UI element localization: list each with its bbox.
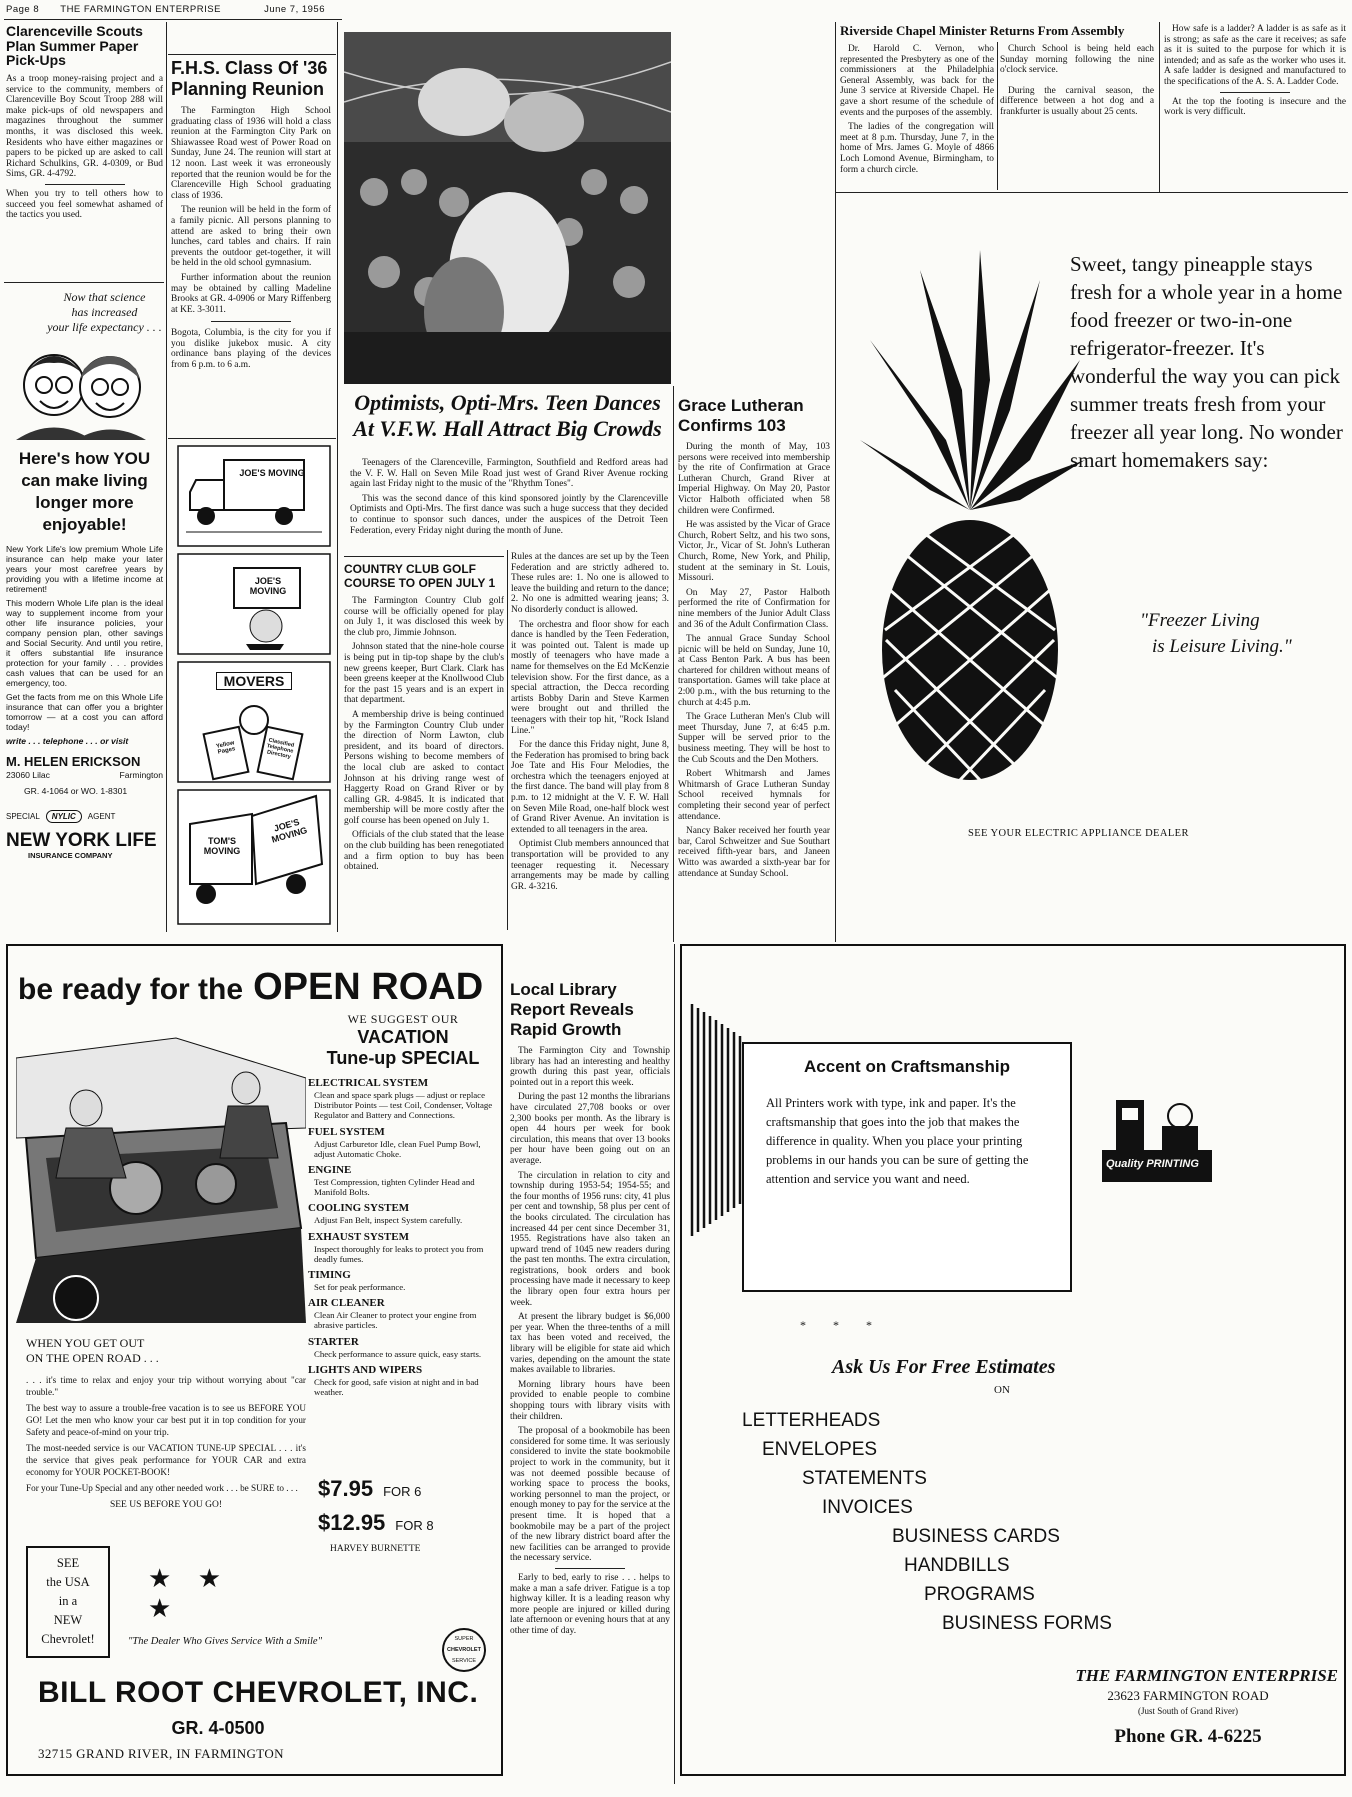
tune-up-item-desc: Clean and space spark plugs — adjust or replace Distributor Points — test Coil, Condenser, Voltage Regulator and Battery and Connections. <box>314 1090 493 1121</box>
tune-up-item <box>308 1126 498 1159</box>
freezer-footer: SEE YOUR ELECTRIC APPLIANCE DEALER <box>968 828 1189 839</box>
directory-label: Classified Telephone Directory <box>266 737 295 761</box>
dance-photo <box>344 32 671 384</box>
nyl-headline: Here's how YOU can make living longer more enjoyable! <box>18 449 151 534</box>
riverside-para-4: During the carnival season, the difference between a hot dog and a frankfurter is usually about 25 cents. <box>1000 85 1154 117</box>
tune-up-item-name: STARTER <box>308 1335 359 1348</box>
printing-ad <box>680 944 1346 1776</box>
usa-line-3: in a <box>58 1594 78 1608</box>
chevy-stars: ★ ★ ★ <box>148 1564 232 1623</box>
nyl-lead-1: Now that science <box>63 290 146 304</box>
chevy-copy-4: For your Tune-Up Special and any other needed work . . . be SURE to . . . <box>26 1483 298 1493</box>
teen-para-1: Teenagers of the Clarenceville, Farmington, Southfield and Redford areas had the V. F. W. Hall on Seven Mile Road just west of Grand River Avenue rocking again last Friday night to the music of the "Rhythm Tones". <box>350 458 668 490</box>
free-estimates-on: ON <box>994 1384 1010 1396</box>
nyl-address: 23060 Lilac <box>6 770 50 781</box>
quality-printing-logo-graphic <box>1102 1096 1212 1186</box>
craftsmanship-card <box>742 1042 1072 1292</box>
ladder-para-2: At the top the footing is insecure and the work is very difficult. <box>1164 96 1346 118</box>
chevy-when-1: WHEN YOU GET OUT <box>26 1336 145 1350</box>
teen-dances-col2 <box>511 552 669 896</box>
scouts-filler: When you try to tell others how to succeed you feel somewhat ashamed of the tactics you used. <box>6 189 163 221</box>
nyl-phones: GR. 4-1064 or WO. 1-8301 <box>24 786 128 797</box>
riverside-para-2: The ladies of the congregation will meet at 8 p.m. Thursday, June 7, in the home of Mrs. James G. Moyle of 4866 Loch Lomond Avenue, Birmingham, to form a church circle. <box>840 122 994 175</box>
fhs-para-2: The reunion will be held in the form of a family picnic. All persons planning to attend are asked to bring their own lunches, card tables and chairs. If rain prevents the outdoor get-together, it will be held in the old school gymnasium. <box>171 205 331 269</box>
tune-up-item-name: COOLING SYSTEM <box>308 1202 410 1215</box>
scouts-body: As a troop money-raising project and a service to the community, members of Clarenceville Boy Scout Troop 288 will make pick-ups of old newspapers and magazines throughout the summer months, it was disclosed this week. Residents who have either magazines or papers to be picked up are asked to call Richard Schulkins, GR. 4-0309, or Bud Sims, GR. 4-4792. <box>6 74 163 180</box>
usa-line-5: Chevrolet! <box>41 1632 95 1646</box>
nyl-city: Farmington <box>119 770 163 781</box>
see-the-usa-box <box>26 1546 110 1658</box>
print-product-item: BUSINESS FORMS <box>942 1613 1112 1634</box>
chevy-copy-3: The most-needed service is our VACATION TUNE-UP SPECIAL . . . it's the service that gives peak performance for YOUR CAR and extra economy for YOUR POCKET-BOOK! <box>26 1443 306 1477</box>
tune-up-item <box>308 1297 498 1330</box>
riverside-headline: Riverside Chapel Minister Returns From Assembly <box>840 23 1125 38</box>
tune-up-item <box>308 1364 498 1397</box>
printing-stars: * * * <box>800 1318 884 1332</box>
chevy-headline <box>18 966 498 1009</box>
print-product-item: LETTERHEADS <box>742 1410 881 1431</box>
nyl-para-1: New York Life's low premium Whole Life insurance can help make your later years your most carefree years by providing you with a lifetime income at retirement! <box>6 544 163 594</box>
chevrolet-ad <box>6 944 503 1776</box>
grace-lutheran-article <box>678 396 830 883</box>
tune-up-item <box>308 1231 498 1264</box>
teen-para-3: Rules at the dances are set up by the Teen Federation and are strictly adhered to. These rules are: 1. No one is allowed to leave the building and return to the dance; 2. No one is admitted wearing jeans; 3. No disorderly conduct is allowed. <box>511 552 670 615</box>
tune-up-item-desc: Inspect thoroughly for leaks to protect you from deadly fumes. <box>314 1243 484 1264</box>
chevy-headline-a: be ready for the <box>18 973 244 1006</box>
library-para-2: During the past 12 months the librarians have circulated 27,708 books or over 2,300 books per month. As the library is open 44 hours per week for book circulation, this means that over 13 books per hour have been going out on an average. <box>510 1092 670 1166</box>
tune-up-item <box>308 1202 498 1225</box>
price-6-cyl: $7.95 <box>318 1476 374 1501</box>
tune-up-item-name: ENGINE <box>308 1164 352 1177</box>
teen-dances-headline: Optimists, Opti-Mrs. Teen Dances At V.F.W. Hall Attract Big Crowds <box>353 390 662 441</box>
yellow-pages-label: Yellow Pages <box>215 740 236 756</box>
tune-up-item <box>308 1336 498 1359</box>
print-product-item: HANDBILLS <box>904 1555 1010 1576</box>
dealer-phone: GR. 4-0500 <box>171 1718 265 1738</box>
grace-para-5: The Grace Lutheran Men's Club will meet Thursday, June 7, at 6:45 p.m. Supper will be served prior to the business meeting. They will be host to the Cub Scouts and the Den Mothers. <box>678 712 830 765</box>
scouts-headline: Clarenceville Scouts Plan Summer Paper Pick-Ups <box>6 23 143 69</box>
nylic-logo: NYLIC <box>46 810 82 823</box>
fhs-filler: Bogota, Columbia, is the city for you if you dislike jukebox music. A city ordinance bans playing of the devices from 6 p.m. to 6 a.m. <box>171 328 331 371</box>
print-product-item: STATEMENTS <box>802 1468 927 1489</box>
tune-up-item-desc: Clean Air Cleaner to protect your engine from abrasive particles. <box>314 1310 477 1331</box>
usa-line-2: the USA <box>46 1575 90 1589</box>
riverside-para-3: Church School is being held each Sunday morning following the nine o'clock service. <box>1000 44 1154 76</box>
tune-up-item <box>308 1164 498 1197</box>
country-club-headline: COUNTRY CLUB GOLF COURSE TO OPEN JULY 1 <box>344 562 496 590</box>
joes-moving-ad <box>176 444 332 928</box>
tune-up-item-desc: Adjust Carburetor Idle, clean Fuel Pump Bowl, adjust Automatic Choke. <box>314 1138 481 1159</box>
library-para-1: The Farmington City and Township library has had an interesting and healthy growth during this past year, officials pointed out in a report this week. <box>510 1046 670 1088</box>
chevy-tune-up-special: Tune-up SPECIAL <box>326 1048 480 1068</box>
dealer-address: 32715 GRAND RIVER, IN FARMINGTON <box>38 1746 284 1761</box>
price-8-cyl-label: FOR 8 <box>395 1518 434 1533</box>
toms-truck-sign: TOM'S MOVING <box>203 836 241 856</box>
riverside-para-1: Dr. Harold C. Vernon, who represented the Presbytery as one of the commissioners at the Philadelphia General Assembly, was back for the June 3 service at Riverside Chapel. He gave a short resume of the schedule of events and the purposes of the assembly. <box>840 44 994 118</box>
riverside-article <box>840 24 1160 44</box>
nyl-cta: write . . . telephone . . . or visit <box>6 736 129 746</box>
chevy-headline-b: OPEN ROAD <box>253 966 484 1008</box>
enterprise-name: THE FARMINGTON ENTERPRISE <box>1075 1666 1338 1685</box>
country-para-2: Johnson stated that the nine-hole course is being put in tip-top shape by the club's new greens keeper, Burt Clark. Clark has been greens keeper at the Knollwood Club for the past 15 years and is an expert in that department. <box>344 642 504 706</box>
fhs-article <box>171 58 331 375</box>
chevy-harvey: HARVEY BURNETTE <box>330 1544 421 1554</box>
print-products-list <box>742 1406 1262 1638</box>
nyl-lead-2: has increased <box>71 305 138 319</box>
seal-line-1: SUPER <box>454 1636 474 1642</box>
chevy-slogan: "The Dealer Who Gives Service With a Smile" <box>128 1636 322 1647</box>
joes-sign-2: JOE'S MOVING <box>249 576 287 596</box>
grace-para-6: Robert Whitmarsh and James Whitmarsh of Grace Lutheran Sunday School received hymnals for completing their second year of perfect attendance. <box>678 769 830 822</box>
tune-up-item <box>308 1077 498 1121</box>
riverside-col-1 <box>840 44 994 179</box>
super-service-seal <box>442 1628 486 1672</box>
fhs-headline: F.H.S. Class Of '36 Planning Reunion <box>171 58 328 99</box>
chevy-copy-1: . . . it's time to relax and enjoy your trip without worrying about "car trouble." <box>26 1375 306 1397</box>
tune-up-item-name: EXHAUST SYSTEM <box>308 1230 409 1243</box>
print-product-item: ENVELOPES <box>762 1439 878 1460</box>
tune-up-item-desc: Check performance to assure quick, easy starts. <box>314 1348 482 1359</box>
chevy-prices <box>318 1476 498 1554</box>
library-para-4: At present the library budget is $6,000 per year. When the three-tenths of a mill tax has been voted and received, the library will be eligible for state aid which varies, depending on the amount the state makes available to libraries. <box>510 1312 670 1376</box>
nyl-para-3: Get the facts from me on this Whole Life insurance that can offer you a brighter tomorrow — at a cost you can afford today! <box>6 692 163 732</box>
grace-para-4: The annual Grace Sunday School picnic will be held on Sunday, June 10, at Cass Benton Park. A bus has been chartered for children without means of transportation. Games will take place at 2:00 p.m., with the bus returning to the church at 4:45 p.m. <box>678 634 830 708</box>
library-filler: Early to bed, early to rise . . . helps to make a man a safe driver. Fatigue is a top highway killer. It is a leading reason why more people are injured or killed during late afternoon or evening hours that at any other time of day. <box>510 1572 670 1636</box>
library-para-5: Morning library hours have been provided to enable people to combine shopping tours with library visits with their children. <box>510 1379 670 1422</box>
page-number: Page 8 <box>6 4 40 15</box>
joes-sign-1: JOE'S MOVING <box>239 468 305 478</box>
seal-line-2: CHEVROLET <box>447 1647 481 1653</box>
chevy-see-us: SEE US BEFORE YOU GO! <box>109 1500 223 1510</box>
enterprise-address-note: (Just South of Grand River) <box>1138 1706 1238 1716</box>
riverside-col-2 <box>1000 44 1154 122</box>
nyl-lead-3: your life expectancy . . . <box>47 320 162 334</box>
grace-para-2: He was assisted by the Vicar of Grace Church, Robert Seltz, and his two sons, Victor, Jr., Vicar of St. John's Lutheran Church, Rome, New York, and Philip, student at the seminary in St. Louis, Missouri. <box>678 520 830 584</box>
tune-up-item-desc: Test Compression, tighten Cylinder Head and Manifold Bolts. <box>314 1177 475 1198</box>
enterprise-address: 23623 FARMINGTON ROAD <box>1107 1688 1269 1703</box>
fhs-para-1: The Farmington High School graduating class of 1936 will hold a class reunion at the Farmington City Park on Shiawassee Road west of Power Road on Sunday, June 24. The reunion will start at 12 noon. Last week it was erroneously reported that the reunion would be for the Clarenceville High School graduating class of 1936. <box>171 106 331 201</box>
grace-para-1: During the month of May, 103 persons were received into membership by the rite of Confirmation at Grace Lutheran Church, Grand River at Imperial Highway. On May 20, Pastor Victor Halboth officiated when 58 children were Confirmed. <box>678 442 830 516</box>
chevy-vacation: VACATION <box>357 1027 449 1047</box>
ladder-filler <box>1164 24 1346 122</box>
country-para-1: The Farmington Country Club golf course will be officially opened for play on July 1, it was disclosed this week by the club pro, Jimmie Johnson. <box>344 596 504 638</box>
paper-stack-graphic <box>688 1004 748 1244</box>
library-headline: Local Library Report Reveals Rapid Growth <box>510 980 634 1039</box>
chevy-copy-2: The best way to assure a trouble-free vacation is to see us BEFORE YOU GO! Let the men who know your car best put it in top condition for your Safety and peace-of-mind on your trip. <box>26 1403 306 1437</box>
tune-up-item-desc: Adjust Fan Belt, inspect System carefully. <box>314 1215 463 1226</box>
teen-para-5: For the dance this Friday night, June 8, the Federation has promised to bring back Joe Tate and His Four Melodies, the orchestra which the teenagers enjoyed at the first dance. The band will play from 8 p.m. to 12 midnight at the V. F. W. Hall on Seven Mile Road, one-half block west of Grand River Avenue. An invitation is extended to all teenagers in the area. <box>511 740 669 835</box>
nyl-company: NEW YORK LIFE <box>6 830 157 852</box>
tune-up-item-name: FUEL SYSTEM <box>308 1125 385 1138</box>
movers-sign: MOVERS <box>216 672 292 690</box>
masthead <box>6 4 326 18</box>
grace-para-7: Nancy Baker received her fourth year bar, Carol Schweitzer and Sue Southart received fifth-year bars, and Janeen Witto was awarded a sixth-year bar for attendance at Sunday School. <box>678 826 830 879</box>
tune-up-item-desc: Set for peak performance. <box>314 1282 406 1293</box>
price-8-cyl: $12.95 <box>318 1510 386 1535</box>
country-para-3: A membership drive is being continued by the Farmington Country Club under the direction of Norm Lawton, club president, and its board of directors. Persons wishing to become members of the local club are asked to contact Johnson at his driving range west of Haggerty Road on Grand River or by calling GR. 4-9845. It is indicated that membership will be more costly after the golf course has been opened on July 1. <box>344 709 504 826</box>
freezer-quote-line-1: "Freezer Living <box>1140 610 1260 631</box>
teen-para-2: This was the second dance of this kind sponsored jointly by the Clarenceville Optimists and Opti-Mrs. The first dance was such a huge success that they decided to continue to sponsor such dances, under the auspices of the Detroit Teen Federation, every Friday night during the month of June. <box>350 493 668 536</box>
free-estimates: Ask Us For Free Estimates <box>832 1356 1056 1378</box>
freezer-copy: Sweet, tangy pineapple stays fresh for a whole year in a home food freezer or two-in-one refrigerator-freezer. It's wonderful the way you can pick summer treats fresh from your freezer all year long. No wonder smart homemakers say: <box>1070 252 1343 472</box>
chevy-when-2: ON THE OPEN ROAD . . . <box>26 1351 159 1365</box>
tune-up-item-name: TIMING <box>308 1269 351 1282</box>
seal-line-3: SERVICE <box>451 1658 477 1664</box>
tune-up-items <box>308 1077 498 1397</box>
dealer-name: BILL ROOT CHEVROLET, INC. <box>38 1676 479 1709</box>
issue-date: June 7, 1956 <box>264 4 325 15</box>
library-article <box>510 980 670 1640</box>
tune-up-item-desc: Check for good, safe vision at night and in bad weather. <box>314 1376 479 1398</box>
quality-printing-logo: Quality PRINTING <box>1106 1158 1199 1170</box>
chevy-copy <box>26 1336 306 1510</box>
library-para-3: The circulation in relation to city and township during 1953-54; 1954-55; and the four months of 1956 runs: city, 41 plus per cent and township, 58 plus per cent of the books circulated. The circulation has increased 44 per cent since December 31, 1955. Registrations have also taken an upward trend of 1045 new readers during the past ten months. The extra circulation, registrations, book orders and book processing have made it necessary to keep the library open four extra hours per week. <box>510 1170 670 1308</box>
nyl-agent-name: M. HELEN ERICKSON <box>6 753 141 769</box>
nyl-agent-word: AGENT <box>87 812 116 822</box>
ladder-para-1: How safe is a ladder? A ladder is as safe as it is strong; as safe as the care it receives; as safe as it is suited to the purpose for which it is intended; and as safe as the worker who uses it. A safe ladder is designed and manufactured to the specifications of the A. S. A. Ladder Code. <box>1164 24 1346 87</box>
craftsmanship-headline: Accent on Craftsmanship <box>804 1057 1010 1076</box>
couple-illustration <box>6 335 156 440</box>
print-product-item: INVOICES <box>822 1497 913 1518</box>
country-para-4: Officials of the club stated that the lease on the club building has been renegotiated and a firm option to buy has been obtained. <box>344 830 504 873</box>
teen-para-4: The orchestra and floor show for each dance is handled by the Teen Federation, it was pointed out. Talent is made up mostly of teenagers who have made a name for themselves on the Ed McKenzie television show. For the first dance, as a special attraction, the Decca recording artists Bobby Darin and Steve Karmen were brought out and thrilled the teenagers with their top hit, "Rock Island Line." <box>511 619 669 736</box>
dance-photo-image <box>344 32 671 384</box>
nyl-company-sub: INSURANCE COMPANY <box>28 851 113 861</box>
tune-up-item <box>308 1269 498 1292</box>
chevy-special-panel <box>308 1012 498 1402</box>
enterprise-phone: Phone GR. 4-6225 <box>1114 1726 1262 1747</box>
chevy-suggest: WE SUGGEST OUR <box>347 1012 459 1026</box>
teen-para-6: Optimist Club members announced that transportation will be provided to any teenager requesting it. Necessary arrangements may be made by calling GR. 4-3216. <box>511 839 669 892</box>
nyl-para-2: This modern Whole Life plan is the ideal way to supplement income from your other life insurance policies, your company pension plan, other savings and Social Security. And until you retire, it offers substantial life insurance protection for your family . . . provides cash values that can be used for an emergency, too. <box>6 598 163 688</box>
country-club-article <box>344 562 504 877</box>
price-6-cyl-label: FOR 6 <box>383 1484 422 1499</box>
paper-name: THE FARMINGTON ENTERPRISE <box>60 4 221 15</box>
print-product-item: PROGRAMS <box>924 1584 1035 1605</box>
teen-dances-lead <box>350 458 668 540</box>
tune-up-item-name: ELECTRICAL SYSTEM <box>308 1077 429 1089</box>
usa-line-4: NEW <box>53 1613 83 1627</box>
pineapple-illustration <box>850 250 1090 790</box>
library-para-6: The proposal of a bookmobile has been considered for some time. It was seriously considered to invite the state bookmobile project to work in the community, but it was not deemed possible because of working space to process the books, working personnel to man the project, or enough money to pay for the service at the present time. It is hoped that a bookmobile may be a part of the project of the new library district board after the new facilities can be arranged to provide the necessary service. <box>510 1426 670 1564</box>
fhs-para-3: Further information about the reunion may be obtained by calling Madeline Brooks at GR. 4-0906 or Mary Riffenberg at KE. 3-3011. <box>171 272 331 315</box>
nyl-ad <box>6 290 163 930</box>
grace-para-3: On May 27, Pastor Halboth performed the rite of Confirmation for nine members of the Junior Adult Class and 36 of the Adult Confirmation Class. <box>678 587 830 630</box>
freezer-ad <box>840 250 1348 870</box>
nyl-special: SPECIAL <box>6 812 40 822</box>
tune-up-item-name: LIGHTS AND WIPERS <box>308 1363 423 1376</box>
grace-headline: Grace Lutheran Confirms 103 <box>678 396 804 435</box>
print-product-item: BUSINESS CARDS <box>892 1526 1060 1547</box>
teen-dances-headline-box <box>344 390 671 448</box>
tune-up-item-name: AIR CLEANER <box>308 1297 385 1310</box>
craftsmanship-body: All Printers work with type, ink and paper. It's the craftsmanship that goes into the job that makes the difference in quality. When you place your printing problems in our hands you can be sure of getting the attention and service you want and need. <box>766 1095 1029 1186</box>
usa-line-1: SEE <box>56 1556 80 1570</box>
mechanics-illustration <box>16 1018 306 1323</box>
freezer-quote-line-2: is Leisure Living." <box>1152 636 1292 657</box>
joes-truck-sign: JOE'S MOVING <box>270 816 309 845</box>
scouts-article <box>6 24 163 225</box>
